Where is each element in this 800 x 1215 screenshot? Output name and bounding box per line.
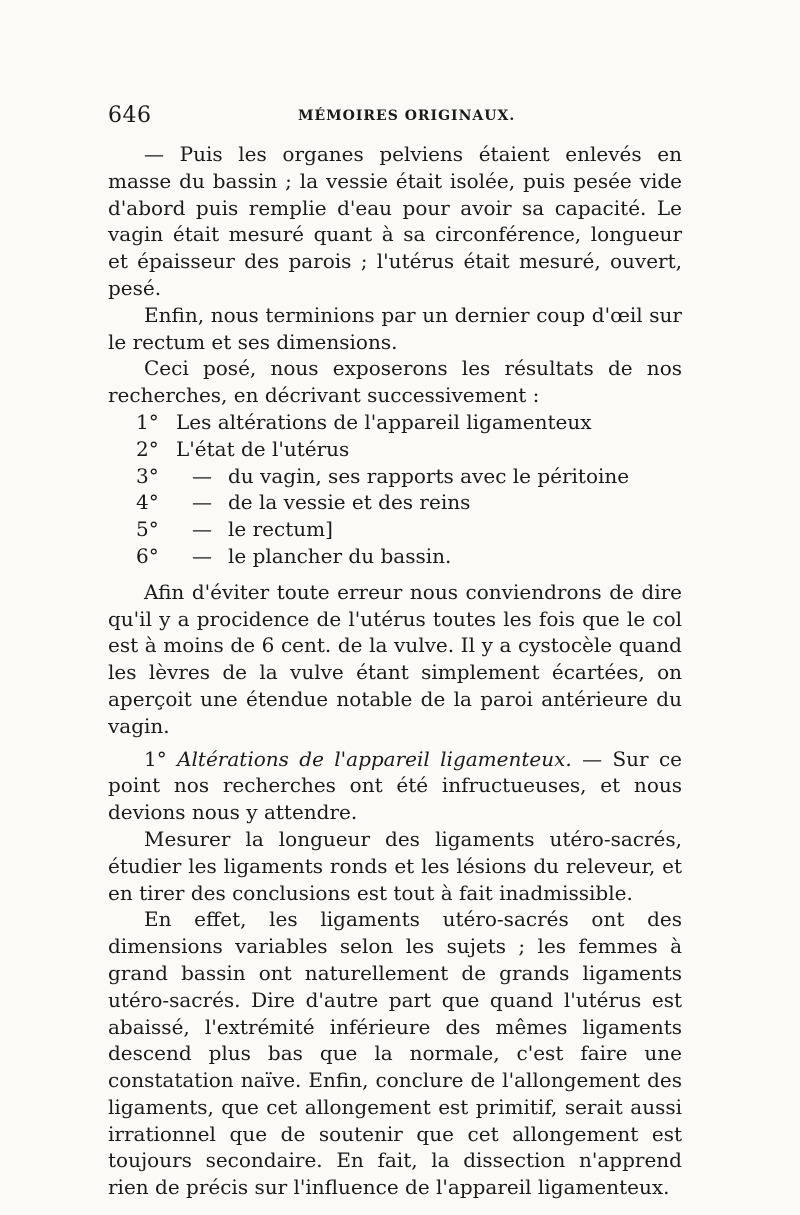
section-intro-text: — Sur ce point nos recherches ont été infructueuses, et nous devions nous y attendre. (108, 746, 682, 825)
section-title: Altérations de l'appareil ligamenteux. (177, 746, 572, 771)
page-body (108, 141, 682, 1201)
section-heading-paragraph (108, 746, 682, 826)
paragraph-2: Enfin, nous terminions par un dernier coup d'œil sur le rectum et ses dimensions. (108, 302, 682, 354)
list-item: 6° — le plancher du bassin. (136, 543, 452, 568)
paragraph-1: — Puis les organes pelviens étaient enlevés en masse du bassin ; la vessie était isolée, puis pesée vide d'abord puis remplie d'eau pour avoir sa capacité. Le vagin était mesuré quant à sa circonférence, longueur et épaisseur des parois ; l'utérus était mesuré, ouvert, pesé. (108, 142, 682, 300)
paragraph-3: Ceci posé, nous exposerons les résultats de nos recherches, en décrivant successivement : (108, 356, 682, 408)
page-header (108, 103, 688, 133)
page-number: 646 (108, 103, 152, 128)
list-item: 5° — le rectum] (136, 517, 333, 542)
paragraph-6: Mesurer la longueur des ligaments utéro-sacrés, étudier les ligaments ronds et les lésions du releveur, et en tirer des conclusions est tout à fait inadmissible. (108, 826, 682, 905)
list-item: 1° Les altérations de l'appareil ligamenteux (136, 409, 592, 434)
paragraph-7: En effet, les ligaments utéro-sacrés ont des dimensions variables selon les sujets ; les femmes à grand bassin ont naturellement de grands ligaments utéro-sacrés. Dire d'autre part que quand l'utérus est abaissé, l'extrémité inférieure des mêmes ligaments descend plus bas que la normale, c'est faire une constatation naïve. Enfin, conclure de l'allongement des ligaments, que cet allongement est primitif, serait aussi irrationnel que de soutenir que cet allongement est toujours secondaire. En fait, la dissection n'apprend rien de précis sur l'influence de l'appareil ligamenteux. (108, 907, 682, 1200)
running-head: MÉMOIRES ORIGINAUX. (298, 108, 516, 124)
list-item: 4° — de la vessie et des reins (136, 490, 471, 515)
list-item: 2° L'état de l'utérus (136, 436, 350, 461)
section-number: 1° (144, 746, 167, 771)
list-item: 3° — du vagin, ses rapports avec le péritoine (136, 463, 630, 488)
paragraph-4: Afin d'éviter toute erreur nous conviendrons de dire qu'il y a procidence de l'utérus toutes les fois que le col est à moins de 6 cent. de la vulve. Il y a cystocèle quand les lèvres de la vulve étant simplement écartées, on aperçoit une étendue notable de la paroi antérieure du vagin. (108, 579, 682, 738)
enumeration-list (108, 409, 682, 570)
